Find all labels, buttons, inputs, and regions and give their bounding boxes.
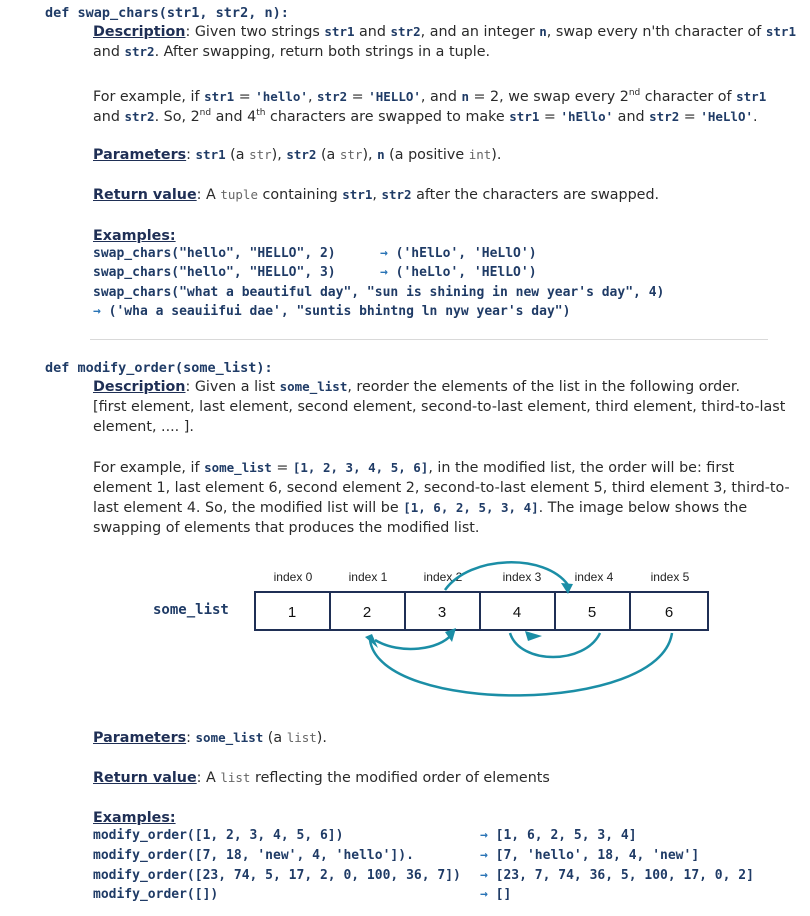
inner-arc-index2 xyxy=(375,634,452,649)
example-result-3: → ('wha a seauiifui dae', "suntis bhintng ln nyw year's day") xyxy=(93,304,571,319)
example2-line-1: For example, if some_list = [1, 2, 3, 4, 5, 6], in the modified list, the order will be: first xyxy=(93,460,735,476)
examples2-heading: Examples: xyxy=(93,810,176,826)
cell-value-2: 3 xyxy=(437,604,447,621)
description2-line-3: element, .... ]. xyxy=(93,419,194,435)
return-value-line: Return value: A tuple containing str1, str2 after the characters are swapped. xyxy=(93,187,660,203)
cell-value-4: 5 xyxy=(587,604,597,621)
example-call-2: swap_chars("hello", "HELLO", 3) xyxy=(93,265,336,280)
example-paragraph-line-2: and str2. So, 2nd and 4th characters are swapped to make str1 = 'hEllo' and str2 = 'HeLlO'. xyxy=(93,108,758,125)
index-label-5: index 5 xyxy=(650,570,690,584)
example2-result-2: → [7, 'hello', 18, 4, 'new'] xyxy=(480,848,700,863)
diagram-list-name: some_list xyxy=(153,602,229,618)
parameters-label: Parameters xyxy=(93,147,187,163)
example2-call-3: modify_order([23, 74, 5, 17, 2, 0, 100, 36, 7]) xyxy=(93,868,461,883)
description2-label: Description xyxy=(93,379,186,395)
index-labels xyxy=(274,570,690,584)
list-cells xyxy=(255,592,708,630)
example2-call-2: modify_order([7, 18, 'new', 4, 'hello']). xyxy=(93,848,414,863)
function-signature-modify-order: def modify_order(some_list): xyxy=(45,360,273,376)
mid-arc-arrowhead xyxy=(525,631,542,641)
example2-result-3: → [23, 7, 74, 36, 5, 100, 17, 0, 2] xyxy=(480,868,754,883)
function-signature-swap-chars: def swap_chars(str1, str2, n): xyxy=(45,5,289,21)
description-line-2: and str2. After swapping, return both strings in a tuple. xyxy=(93,44,491,60)
example2-call-4: modify_order([]) xyxy=(93,887,219,902)
example2-line-4: swapping of elements that produces the modified list. xyxy=(93,520,480,536)
index-label-4: index 4 xyxy=(574,570,614,584)
example-call-1: swap_chars("hello", "HELLO", 2) xyxy=(93,246,336,261)
example2-line-2: element 1, last element 6, second element 2, second-to-last element 5, third element 3, third-to- xyxy=(93,480,790,496)
return-value2-line: Return value: A list reflecting the modified order of elements xyxy=(93,770,550,786)
description2-line-2: [first element, last element, second element, second-to-last element, third element, third-to-last xyxy=(93,399,786,415)
example2-line-3: last element 4. So, the modified list will be [1, 6, 2, 5, 3, 4]. The image below shows the xyxy=(93,500,748,516)
parameters2-line: Parameters: some_list (a list). xyxy=(93,730,327,746)
cell-value-1: 2 xyxy=(362,604,372,621)
examples-heading: Examples: xyxy=(93,228,176,244)
description2-line-1: Description: Given a list some_list, reorder the elements of the list in the following order. xyxy=(93,379,741,395)
index-label-3: index 3 xyxy=(502,570,542,584)
parameters-line: Parameters: str1 (a str), str2 (a str), n (a positive int). xyxy=(93,147,502,163)
example-result-1: → ('hElLo', 'HeLlO') xyxy=(380,246,537,261)
example2-result-4: → [] xyxy=(480,887,512,902)
index-label-0: index 0 xyxy=(273,570,313,584)
return-value-label: Return value xyxy=(93,187,197,203)
cell-value-5: 6 xyxy=(664,604,674,621)
index-label-2: index 2 xyxy=(423,570,463,584)
big-arc-index1-index5 xyxy=(370,633,672,695)
index-label-1: index 1 xyxy=(348,570,388,584)
example-call-3: swap_chars("what a beautiful day", "sun is shining in new year's day", 4) xyxy=(93,285,665,300)
description-line-1: Description: Given two strings str1 and str2, and an integer n, swap every n'th character of str1 xyxy=(93,24,796,40)
description-label: Description xyxy=(93,24,186,40)
example2-result-1: → [1, 6, 2, 5, 3, 4] xyxy=(480,828,637,843)
example-result-2: → ('heLlo', 'HElLO') xyxy=(380,265,537,280)
cell-value-3: 4 xyxy=(512,604,522,621)
example2-call-1: modify_order([1, 2, 3, 4, 5, 6]) xyxy=(93,828,344,843)
mid-arc-index3-index4 xyxy=(510,633,600,657)
example-paragraph-line-1: For example, if str1 = 'hello', str2 = 'HELLO', and n = 2, we swap every 2nd character of str1 xyxy=(93,88,767,105)
cell-value-0: 1 xyxy=(287,604,297,621)
